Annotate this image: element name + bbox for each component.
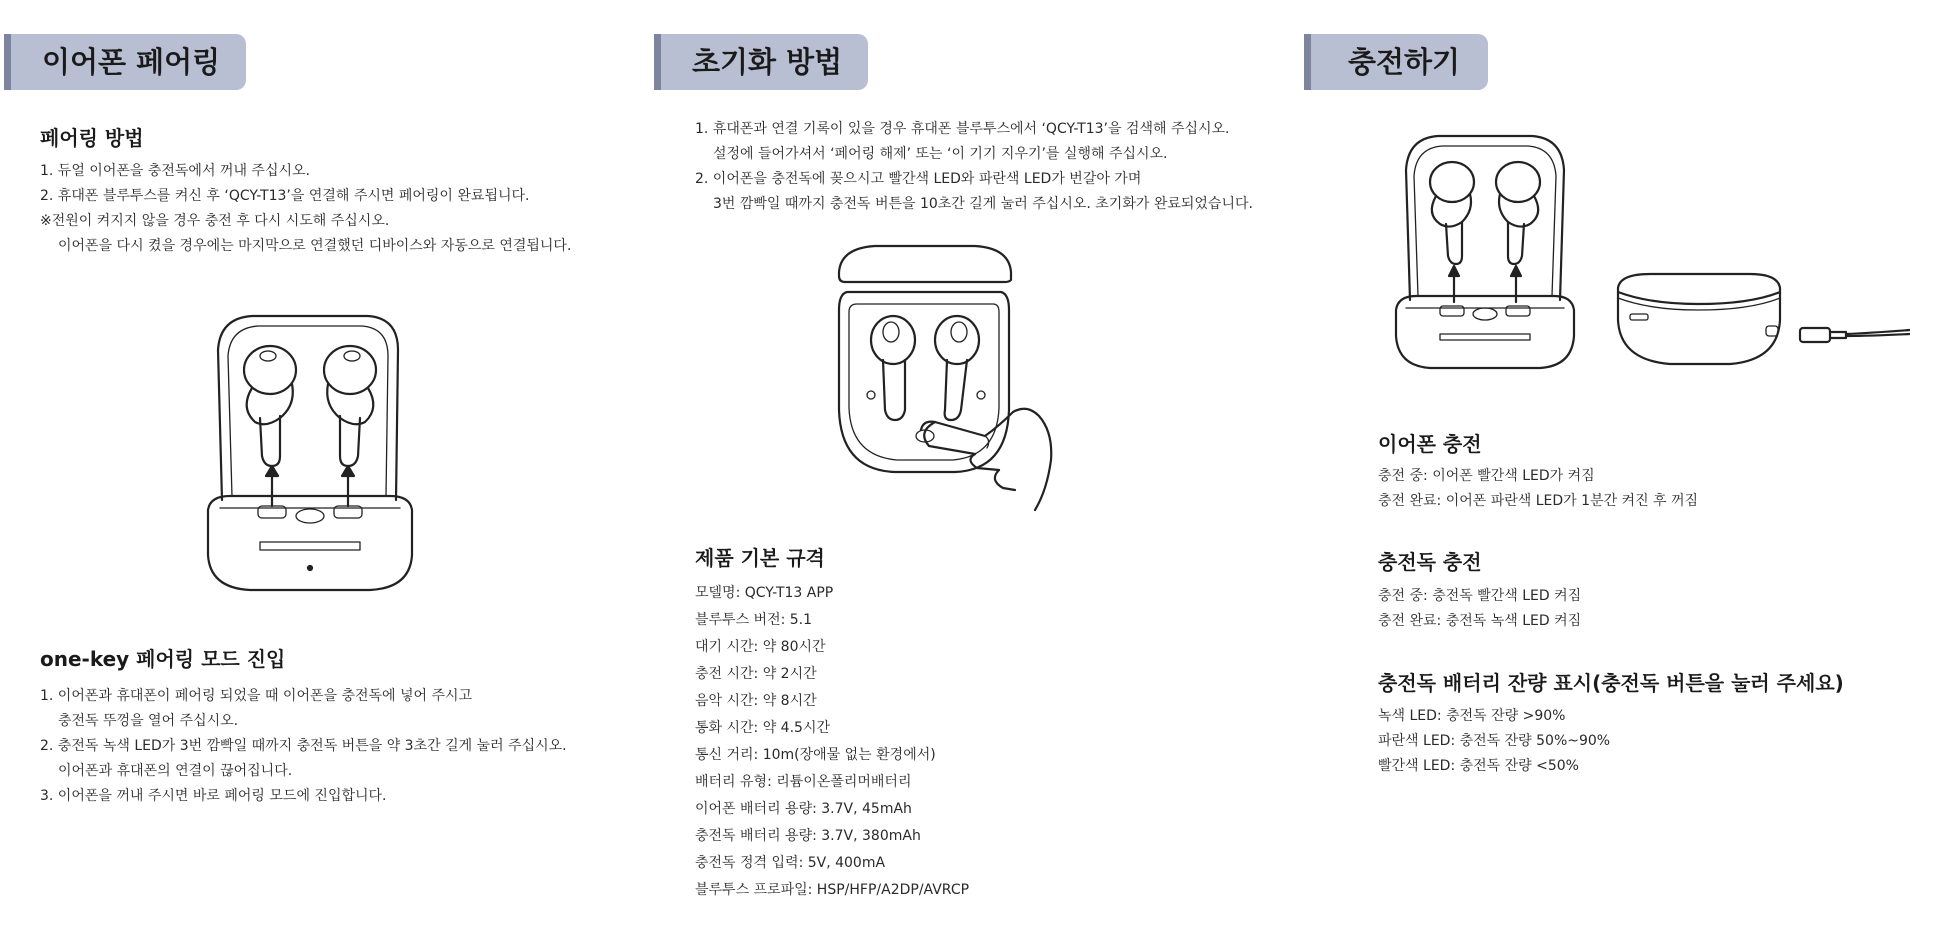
reset-steps-list — [695, 117, 1253, 217]
charging-banner: 충전하기 — [1304, 34, 1488, 90]
battery-indicator-title: 충전독 배터리 잔량 표시(충전독 버튼을 눌러 주세요) — [1378, 671, 1844, 695]
spec-list — [695, 580, 969, 904]
pairing-method-title: 페어링 방법 — [40, 126, 144, 150]
list-item: 1. 이어폰과 휴대폰이 페어링 되었을 때 이어폰을 충전독에 넣어 주시고 — [40, 688, 473, 704]
spec-title: 제품 기본 규격 — [695, 546, 825, 570]
spec-item: 충전독 정격 입력: 5V, 400mA — [695, 855, 886, 871]
onekey-pairing-list — [40, 684, 567, 809]
list-item: 빨간색 LED: 충전독 잔량 <50% — [1378, 758, 1579, 774]
spec-item: 충전 시간: 약 2시간 — [695, 666, 817, 682]
case-charging-list — [1378, 584, 1581, 634]
onekey-pairing-title: one-key 페어링 모드 진입 — [40, 647, 286, 671]
earbuds-charging-case-illustration — [1390, 130, 1580, 370]
spec-item: 모델명: QCY-T13 APP — [695, 585, 834, 601]
list-item: 2. 이어폰을 충전독에 꽂으시고 빨간색 LED와 파란색 LED가 번갈아 가며 — [695, 171, 1142, 187]
list-item: 1. 듀얼 이어폰을 충전독에서 꺼내 주십시오. — [40, 163, 310, 179]
reset-button-press-illustration — [835, 240, 1060, 525]
spec-item: 대기 시간: 약 80시간 — [695, 639, 826, 655]
list-item: 파란색 LED: 충전독 잔량 50%~90% — [1378, 733, 1611, 749]
pairing-method-list — [40, 159, 571, 259]
list-item: 3. 이어폰을 꺼내 주시면 바로 페어링 모드에 진입합니다. — [40, 788, 387, 804]
spec-item: 배터리 유형: 리튬이온폴리머배터리 — [695, 774, 912, 790]
spec-item: 이어폰 배터리 용량: 3.7V, 45mAh — [695, 801, 912, 817]
reset-banner: 초기화 방법 — [654, 34, 868, 90]
pairing-section — [0, 0, 650, 932]
list-item: 충전 중: 이어폰 빨간색 LED가 켜짐 — [1378, 468, 1595, 484]
list-item: ※전원이 켜지지 않을 경우 충전 후 다시 시도해 주십시오. — [40, 213, 390, 229]
list-item: 충전 중: 충전독 빨간색 LED 켜짐 — [1378, 588, 1582, 604]
spec-item: 충전독 배터리 용량: 3.7V, 380mAh — [695, 828, 921, 844]
list-item: 충전독 뚜껑을 열어 주십시오. — [58, 713, 239, 729]
list-item: 이어폰을 다시 켰을 경우에는 마지막으로 연결했던 디바이스와 자동으로 연결됩니다. — [58, 238, 572, 254]
list-item: 2. 충전독 녹색 LED가 3번 깜빡일 때까지 충전독 버튼을 약 3초간 길게 눌러 주십시오. — [40, 738, 567, 754]
list-item: 이어폰과 휴대폰의 연결이 끊어집니다. — [58, 763, 293, 779]
list-item: 설정에 들어가셔서 ‘페어링 해제’ 또는 ‘이 기기 지우기’를 실행해 주십시오. — [713, 146, 1168, 162]
list-item: 1. 휴대폰과 연결 기록이 있을 경우 휴대폰 블루투스에서 ‘QCY-T13’을 검색해 주십시오. — [695, 121, 1230, 137]
pairing-banner: 이어폰 페어링 — [4, 34, 246, 90]
earbud-charging-list — [1378, 464, 1698, 514]
spec-item: 음악 시간: 약 8시간 — [695, 693, 817, 709]
reset-section — [650, 0, 1300, 932]
earbud-charging-title: 이어폰 충전 — [1378, 432, 1482, 456]
list-item: 2. 휴대폰 블루투스를 켜신 후 ‘QCY-T13’을 연결해 주시면 페어링이 완료됩니다. — [40, 188, 530, 204]
list-item: 3번 깜빡일 때까지 충전독 버튼을 10초간 길게 눌러 주십시오. 초기화가 완료되었습니다. — [713, 196, 1253, 212]
spec-item: 통화 시간: 약 4.5시간 — [695, 720, 830, 736]
case-charging-title: 충전독 충전 — [1378, 550, 1482, 574]
earbuds-in-open-case-illustration — [200, 310, 420, 595]
list-item: 충전 완료: 이어폰 파란색 LED가 1분간 켜진 후 꺼짐 — [1378, 493, 1699, 509]
charging-section — [1300, 0, 1952, 932]
spec-item: 블루투스 프로파일: HSP/HFP/A2DP/AVRCP — [695, 882, 970, 898]
battery-indicator-list — [1378, 704, 1610, 779]
list-item: 녹색 LED: 충전독 잔량 >90% — [1378, 708, 1566, 724]
list-item: 충전 완료: 충전독 녹색 LED 켜짐 — [1378, 613, 1582, 629]
spec-item: 통신 거리: 10m(장애물 없는 환경에서) — [695, 747, 936, 763]
spec-item: 블루투스 버전: 5.1 — [695, 612, 813, 628]
case-with-usb-cable-illustration — [1610, 270, 1910, 370]
